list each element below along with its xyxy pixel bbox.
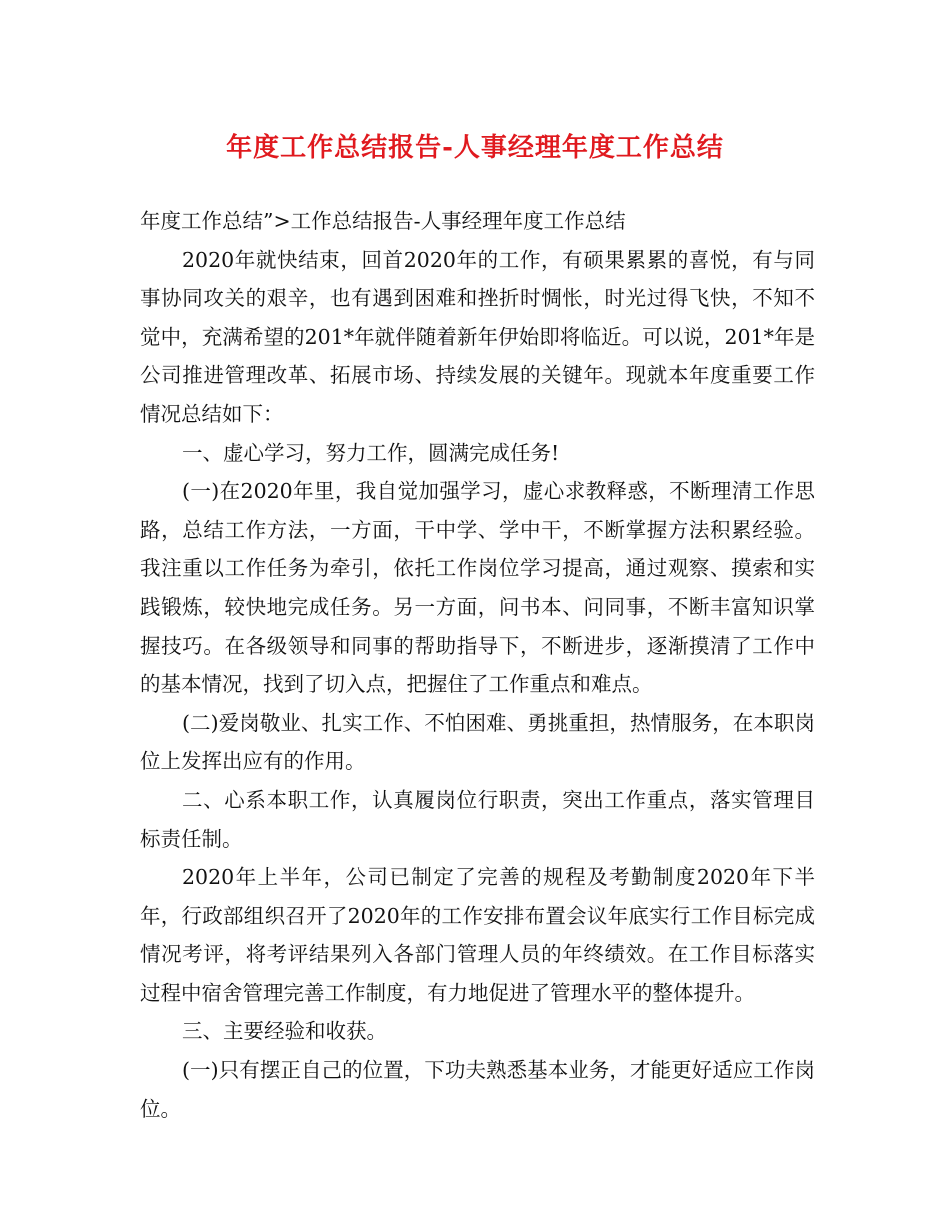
document-body xyxy=(140,202,815,1128)
source-line: 年度工作总结”>工作总结报告-人事经理年度工作总结 xyxy=(140,209,626,233)
intro-paragraph: 2020年就快结束，回首2020年的工作，有硕果累累的喜悦，有与同事协同攻关的艰辛，也有遇到困难和挫折时惆怅，时光过得飞快，不知不觉中，充满希望的201*年就伴随着新年伊始即将临近。可以说，201*年是公司推进管理改革、拓展市场、持续发展的关键年。现就本年度重要工作情况总结如下： xyxy=(140,247,815,426)
paragraph-2-1: 2020年上半年，公司已制定了完善的规程及考勤制度2020年下半年，行政部组织召开了2020年的工作安排布置会议年底实行工作目标完成情况考评，将考评结果列入各部门管理人员的年终绩效。在工作目标落实过程中宿舍管理完善工作制度，有力地促进了管理水平的整体提升。 xyxy=(140,865,815,1005)
paragraph-3-1: (一)只有摆正自己的位置，下功夫熟悉基本业务，才能更好适应工作岗位。 xyxy=(140,1058,815,1121)
paragraph-1-1: (一)在2020年里，我自觉加强学习，虚心求教释惑，不断理清工作思路，总结工作方法，一方面，干中学、学中干，不断掌握方法积累经验。我注重以工作任务为牵引，依托工作岗位学习提高，通过观察、摸索和实践锻炼，较快地完成任务。另一方面，问书本、问同事，不断丰富知识掌握技巧。在各级领导和同事的帮助指导下，不断进步，逐渐摸清了工作中的基本情况，找到了切入点，把握住了工作重点和难点。 xyxy=(140,479,815,697)
section-heading-3: 三、主要经验和收获。 xyxy=(182,1019,387,1044)
document-title: 年度工作总结报告-人事经理年度工作总结 xyxy=(226,133,724,163)
paragraph-1-2: (二)爱岗敬业、扎实工作、不怕困难、勇挑重担，热情服务，在本职岗位上发挥出应有的作用。 xyxy=(140,710,815,774)
section-heading-2: 二、心系本职工作，认真履岗位行职责，突出工作重点，落实管理目标责任制。 xyxy=(140,787,815,851)
section-heading-1: 一、虚心学习，努力工作，圆满完成任务! xyxy=(182,440,560,465)
